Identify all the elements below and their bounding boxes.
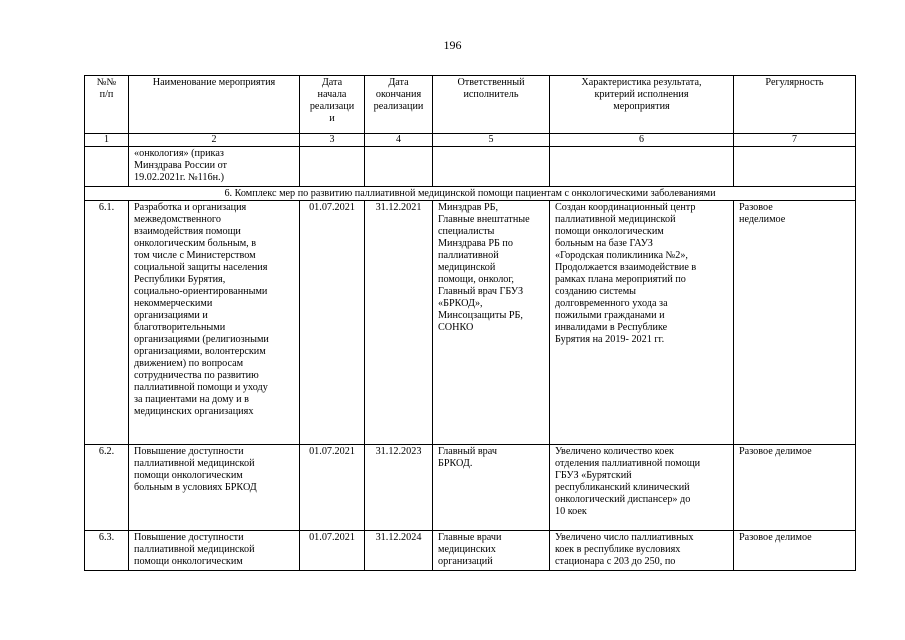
header-cell-result: Характеристика результата, критерий исполнения мероприятия	[550, 76, 734, 134]
row-result-cell: Увеличено количество коек отделения паллиативной помощи ГБУЗ «Бурятский республиканский клинический онкологический диспансер» до 10 коек	[550, 445, 734, 531]
row-result-cell	[550, 147, 734, 187]
row-name-cell: Повышение доступности паллиативной медицинской помощи онкологическим больным в условиях БРКОД	[129, 445, 300, 531]
row-end-cell: 31.12.2024	[365, 531, 433, 571]
column-number: 5	[433, 134, 550, 147]
column-number: 7	[734, 134, 856, 147]
continuation-row	[85, 147, 856, 187]
section-row	[85, 187, 856, 201]
table-row	[85, 531, 856, 571]
row-name-cell: Повышение доступности паллиативной медицинской помощи онкологическим	[129, 531, 300, 571]
header-row	[85, 76, 856, 134]
row-regularity-cell: Разовое неделимое	[734, 201, 856, 445]
row-regularity-cell: Разовое делимое	[734, 531, 856, 571]
row-end-cell: 31.12.2021	[365, 201, 433, 445]
row-end-cell	[365, 147, 433, 187]
row-result-cell: Создан координационный центр паллиативной медицинской помощи онкологическим больным на базе ГАУЗ «Городская поликлиника №2», Продолжается взаимодействие в рамках плана мероприятий по созданию системы долговременного ухода за пожилыми гражданами и инвалидами в Республике Бурятия на 2019- 2021 гг.	[550, 201, 734, 445]
row-responsible-cell: Минздрав РБ, Главные внештатные специалисты Минздрава РБ по паллиативной медицинской помощи, онколог, Главный врач ГБУЗ «БРКОД», Минсоцзащиты РБ, СОНКО	[433, 201, 550, 445]
column-number: 4	[365, 134, 433, 147]
row-end-cell: 31.12.2023	[365, 445, 433, 531]
header-cell-num: №№ п/п	[85, 76, 129, 134]
row-num-cell: 6.1.	[85, 201, 129, 445]
row-responsible-cell: Главные врачи медицинских организаций	[433, 531, 550, 571]
table-row	[85, 445, 856, 531]
row-num-cell: 6.3.	[85, 531, 129, 571]
row-name-cell: «онкология» (приказ Минздрава России от 19.02.2021г. №116н.)	[129, 147, 300, 187]
column-number: 2	[129, 134, 300, 147]
row-result-cell: Увеличено число паллиативных коек в республике вусловиях стационара с 203 до 250, по	[550, 531, 734, 571]
row-start-cell: 01.07.2021	[300, 445, 365, 531]
row-num-cell: 6.2.	[85, 445, 129, 531]
row-start-cell: 01.07.2021	[300, 531, 365, 571]
row-start-cell	[300, 147, 365, 187]
column-number: 6	[550, 134, 734, 147]
header-cell-end-date: Дата окончания реализации	[365, 76, 433, 134]
column-number: 3	[300, 134, 365, 147]
header-cell-name: Наименование мероприятия	[129, 76, 300, 134]
column-number-row	[85, 134, 856, 147]
header-cell-responsible: Ответственный исполнитель	[433, 76, 550, 134]
column-number: 1	[85, 134, 129, 147]
row-num-cell	[85, 147, 129, 187]
header-cell-regularity: Регулярность	[734, 76, 856, 134]
header-cell-start-date: Дата начала реализаци и	[300, 76, 365, 134]
table-row	[85, 201, 856, 445]
row-regularity-cell: Разовое делимое	[734, 445, 856, 531]
row-responsible-cell: Главный врач БРКОД.	[433, 445, 550, 531]
row-responsible-cell	[433, 147, 550, 187]
row-start-cell: 01.07.2021	[300, 201, 365, 445]
row-name-cell: Разработка и организация межведомственного взаимодействия помощи онкологическим больным, в том числе с Министерством социальной защиты населения Республики Бурятия, социально-ориентированными некоммерческими организациями и благотворительными организациями (религиозными организациями, волонтерским движением) по вопросам сотрудничества по развитию паллиативной помощи и уходу за пациентами на дому и в медицинских организациях	[129, 201, 300, 445]
measures-table	[84, 75, 856, 571]
section-title: 6. Комплекс мер по развитию паллиативной медицинской помощи пациентам с онкологическими заболеваниями	[85, 187, 856, 201]
page-number: 196	[443, 38, 462, 52]
row-regularity-cell	[734, 147, 856, 187]
